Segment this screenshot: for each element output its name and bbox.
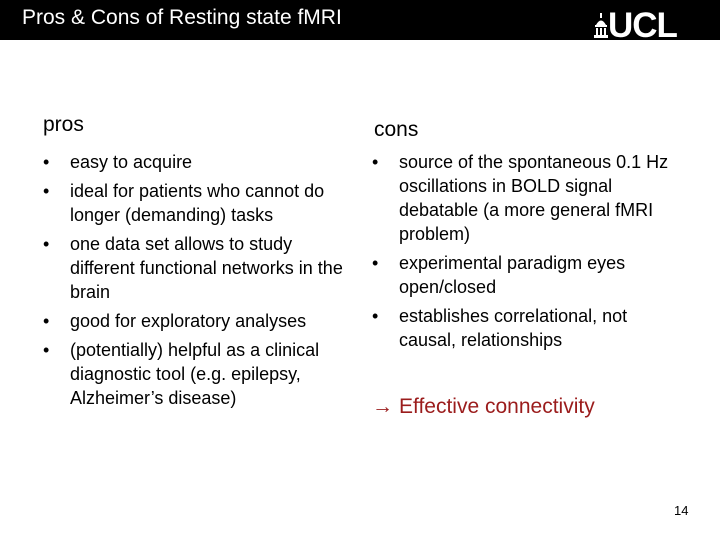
right-arrow-icon: → — [372, 395, 393, 418]
pros-item: • (potentially) helpful as a clinical diagnostic tool (e.g. epilepsy, Alzheimer’s disease) — [43, 338, 349, 410]
pros-item: • one data set allows to study different functional networks in the brain — [43, 232, 349, 304]
callout-text: Effective connectivity — [399, 395, 595, 418]
cons-item: • experimental paradigm eyes open/closed — [372, 251, 672, 299]
cons-item: • source of the spontaneous 0.1 Hz oscillations in BOLD signal debatable (a more general fMRI problem) — [372, 150, 672, 246]
pros-list — [43, 150, 349, 415]
effective-connectivity-callout — [372, 395, 595, 419]
page-number: 14 — [674, 503, 689, 518]
cons-list — [372, 150, 672, 357]
pros-item: • ideal for patients who cannot do longer (demanding) tasks — [43, 179, 349, 227]
pros-heading: pros — [43, 113, 84, 136]
ucl-dome-icon — [594, 13, 608, 39]
ucl-logo-text: UCL — [608, 6, 677, 45]
slide-title: Pros & Cons of Resting state fMRI — [22, 6, 342, 29]
cons-heading: cons — [374, 118, 419, 141]
cons-item: • establishes correlational, not causal, relationships — [372, 304, 672, 352]
pros-item: • good for exploratory analyses — [43, 309, 349, 333]
header-bar — [0, 0, 720, 45]
ucl-logo — [594, 6, 698, 45]
pros-item: • easy to acquire — [43, 150, 349, 174]
